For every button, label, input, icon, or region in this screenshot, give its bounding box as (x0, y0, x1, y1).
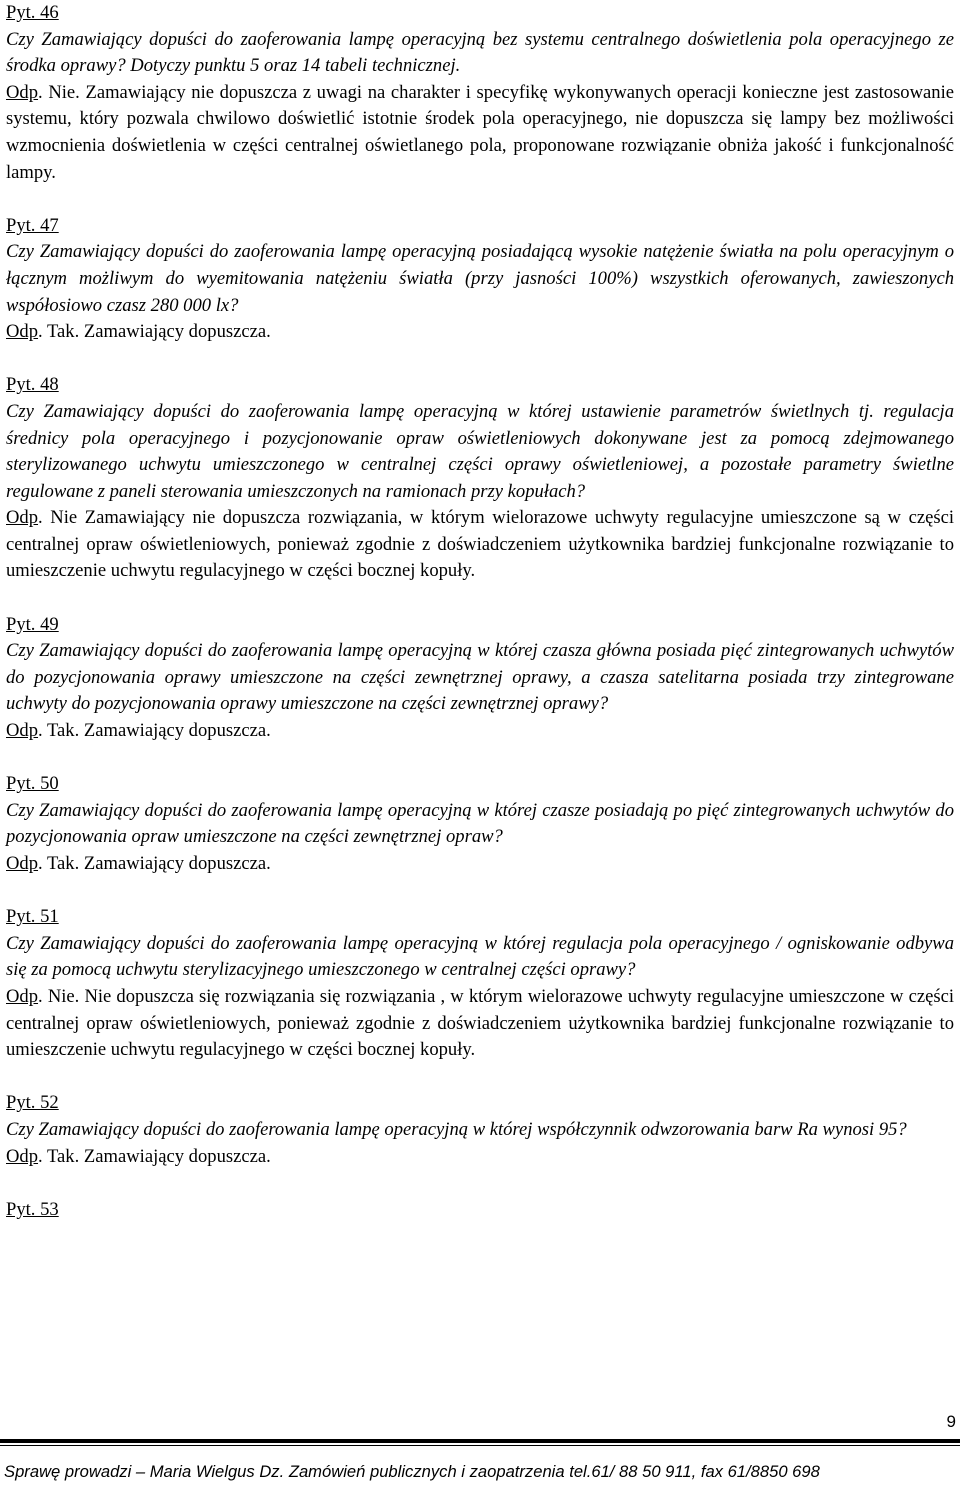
answer-text: . Tak. Zamawiający dopuszcza. (38, 1145, 271, 1167)
question-block-47 (6, 213, 954, 346)
answer-paragraph (6, 319, 954, 346)
answer-text: . Nie Zamawiający nie dopuszcza rozwiązania, w którym wielorazowe uchwyty regulacyjne umieszczone są w części centralnej opraw oświetleniowych, ponieważ zgodnie z doświadczeniem użytkownika bardziej funkcjonalne rozwiązanie to umieszczenie uchwytu regulacyjnego w części bocznej kopuły. (6, 507, 954, 582)
answer-label: Odp (6, 985, 39, 1007)
question-text: Czy Zamawiający dopuści do zaoferowania lampę operacyjną w której ustawienie parametrów świetlnych tj. regulacja średnicy pola operacyjnego i pozycjonowanie opraw oświetleniowych dokonywane jest za pomocą zdejmowanego sterylizowanego uchwytu umieszczonego w centralnej części oprawy oświetleniowej, a pozostałe parametry świetlne regulowane z paneli sterowania umieszczonych na ramionach przy kopułach? (6, 400, 954, 502)
question-heading: Pyt. 51 (6, 906, 59, 928)
document-body (6, 0, 954, 1250)
question-text: Czy Zamawiający dopuści do zaoferowania lampę operacyjną w której regulacja pola operacyjnego / ogniskowanie odbywa się za pomocą uchwytu sterylizacyjnego umieszczonego w centralnej części oprawy? (6, 932, 954, 981)
answer-label: Odp (6, 507, 39, 529)
answer-paragraph (6, 1144, 954, 1171)
answer-text: . Nie. Zamawiający nie dopuszcza z uwagi na charakter i specyfikę wykonywanych operacji konieczne jest zastosowanie systemu, który pozwala chwilowo doświetlić istotnie środek pola operacyjnego, nie dopuszcza się lampy bez możliwości wzmocnienia doświetlenia w części centralnej oświetlanego pola, proponowane rozwiązanie obniża jakość i funkcjonalność lampy. (6, 81, 954, 183)
question-heading: Pyt. 50 (6, 773, 59, 795)
answer-text: . Tak. Zamawiający dopuszcza. (38, 321, 271, 343)
answer-label: Odp (6, 321, 39, 343)
question-heading: Pyt. 47 (6, 214, 59, 236)
question-block-48 (6, 372, 954, 585)
question-text: Czy Zamawiający dopuści do zaoferowania lampę operacyjną w której czasze posiadają po pięć zintegrowanych uchwytów do pozycjonowania opraw umieszczone na części zewnętrznej opraw? (6, 799, 954, 848)
answer-paragraph (6, 80, 954, 186)
answer-paragraph (6, 984, 954, 1064)
question-heading: Pyt. 53 (6, 1198, 59, 1220)
question-heading: Pyt. 46 (6, 2, 59, 23)
question-block-49 (6, 612, 954, 745)
answer-label: Odp (6, 81, 39, 103)
question-block-51 (6, 904, 954, 1064)
footer-contact: Sprawę prowadzi – Maria Wielgus Dz. Zamówień publicznych i zaopatrzenia tel.61/ 88 50 911, fax 61/8850 698 (4, 1462, 820, 1481)
question-heading: Pyt. 49 (6, 613, 59, 635)
footer-divider (0, 1439, 960, 1446)
answer-text: . Tak. Zamawiający dopuszcza. (38, 853, 271, 874)
answer-paragraph (6, 851, 954, 878)
answer-label: Odp (6, 720, 39, 742)
answer-label: Odp (6, 853, 39, 874)
question-block-50 (6, 771, 954, 877)
answer-text: . Nie. Nie dopuszcza się rozwiązania się rozwiązania , w którym wielorazowe uchwyty regulacyjne umieszczone w części centralnej opraw oświetleniowych, ponieważ zgodnie z doświadczeniem użytkownika bardziej funkcjonalne rozwiązanie to umieszczenie uchwytu regulacyjnego w części bocznej kopuły. (6, 985, 954, 1061)
question-text: Czy Zamawiający dopuści do zaoferowania lampę operacyjną w której współczynnik odwzorowania barw Ra wynosi 95? (6, 1118, 907, 1140)
question-heading: Pyt. 48 (6, 374, 59, 396)
question-block-46 (6, 0, 954, 186)
question-text: Czy Zamawiający dopuści do zaoferowania lampę operacyjną bez systemu centralnego doświetlenia pola operacyjnego ze środka oprawy? Dotyczy punktu 5 oraz 14 tabeli technicznej. (6, 28, 954, 77)
answer-text: . Tak. Zamawiający dopuszcza. (38, 720, 271, 742)
question-block-52 (6, 1090, 954, 1170)
answer-label: Odp (6, 1145, 39, 1167)
question-text: Czy Zamawiający dopuści do zaoferowania lampę operacyjną posiadającą wysokie natężenie światła na polu operacyjnym o łącznym możliwym do wyemitowania natężeniu światła (przy jasności 100%) wszystkich oferowanych, zawieszonych współosiowo czasz 280 000 lx? (6, 241, 954, 316)
question-text: Czy Zamawiający dopuści do zaoferowania lampę operacyjną w której czasza główna posiada pięć zintegrowanych uchwytów do pozycjonowania oprawy umieszczone na części zewnętrznej oprawy, a czasza satelitarna posiada trzy zintegrowane uchwyty do pozycjonowania oprawy umieszczone na części zewnętrznej oprawy? (6, 640, 954, 715)
question-block-53 (6, 1197, 954, 1224)
answer-paragraph (6, 718, 954, 745)
question-heading: Pyt. 52 (6, 1092, 59, 1114)
answer-paragraph (6, 505, 954, 585)
page-number: 9 (946, 1412, 956, 1431)
